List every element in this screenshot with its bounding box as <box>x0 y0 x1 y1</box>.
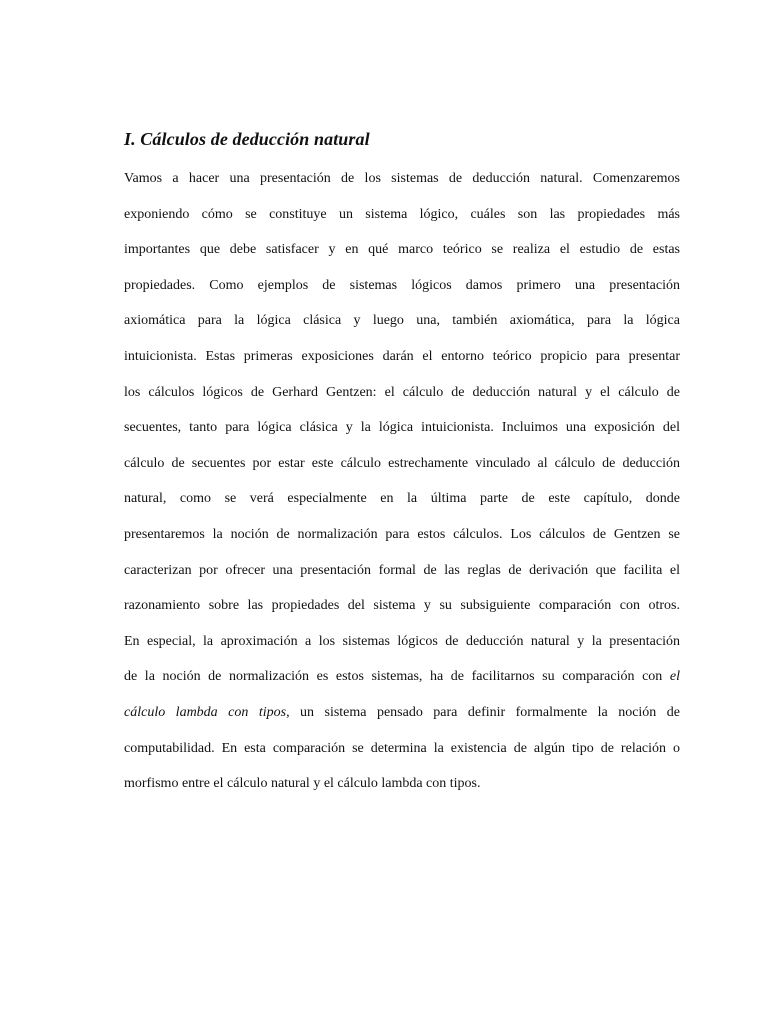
paragraph-line: presentaremos la noción de normalización para estos cálculos. Los cálculos de Gentzen se <box>124 526 680 542</box>
paragraph-line: En especial, la aproximación a los sistemas lógicos de deducción natural y la presentación <box>124 633 680 649</box>
paragraph-line: exponiendo cómo se constituye un sistema lógico, cuáles son las propiedades más <box>124 206 680 222</box>
paragraph-line-mixed <box>124 666 680 702</box>
paragraph-line: propiedades. Como ejemplos de sistemas lógicos damos primero una presentación <box>124 277 680 293</box>
paragraph-line: los cálculos lógicos de Gerhard Gentzen: el cálculo de deducción natural y el cálculo de <box>124 384 680 400</box>
paragraph-line: intuicionista. Estas primeras exposiciones darán el entorno teórico propicio para presentar <box>124 348 680 364</box>
line-text: , un sistema pensado para definir formalmente la noción de <box>286 704 680 720</box>
line-text: de la noción de normalización es estos sistemas, ha de facilitarnos su comparación con <box>124 669 670 685</box>
section-heading: I. Cálculos de deducción natural <box>124 129 370 149</box>
body-paragraph <box>124 168 680 809</box>
paragraph-line: secuentes, tanto para lógica clásica y la lógica intuicionista. Incluimos una exposición del <box>124 420 680 436</box>
paragraph-line: natural, como se verá especialmente en la última parte de este capítulo, donde <box>124 491 680 507</box>
italic-term: el <box>669 669 680 685</box>
paragraph-line: axiomática para la lógica clásica y luego una, también axiomática, para la lógica <box>124 313 680 329</box>
paragraph-line: cálculo de secuentes por estar este cálculo estrechamente vinculado al cálculo de deducción <box>124 455 680 471</box>
paragraph-line: Vamos a hacer una presentación de los sistemas de deducción natural. Comenzaremos <box>124 171 680 186</box>
paragraph-line: computabilidad. En esta comparación se determina la existencia de algún tipo de relación o <box>124 740 680 756</box>
paragraph-line: importantes que debe satisfacer y en qué marco teórico se realiza el estudio de estas <box>124 242 680 258</box>
italic-term: cálculo lambda con tipos <box>124 704 287 720</box>
paragraph-line: razonamiento sobre las propiedades del sistema y su subsiguiente comparación con otros. <box>124 598 680 614</box>
paragraph-line-mixed <box>124 702 680 738</box>
paragraph-line: caracterizan por ofrecer una presentación formal de las reglas de derivación que facilita el <box>124 562 680 578</box>
paragraph-last-line: morfismo entre el cálculo natural y el cálculo lambda con tipos. <box>124 776 481 792</box>
